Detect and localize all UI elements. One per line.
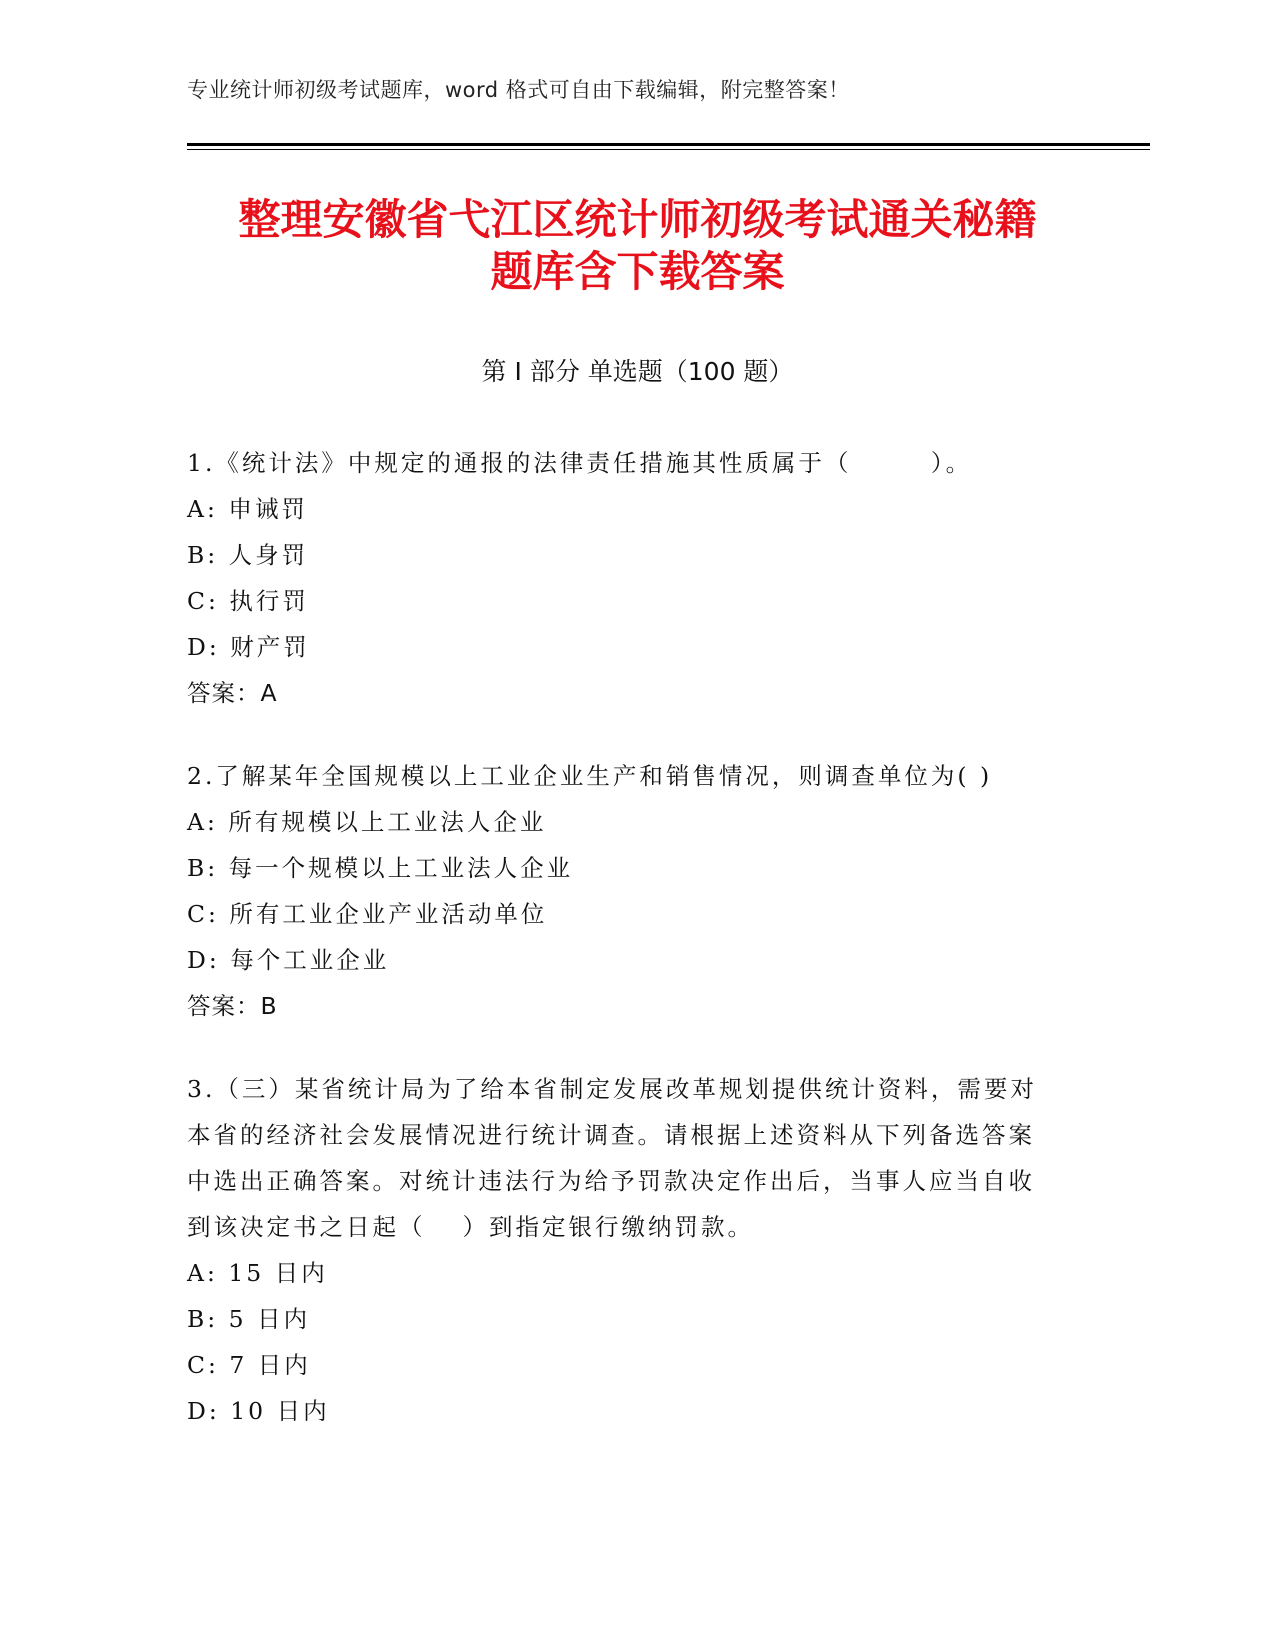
document-title xyxy=(150,194,1125,298)
option-c: C: 执行罚 xyxy=(187,587,309,615)
option-a: A: 15 日内 xyxy=(187,1259,328,1287)
header-rule-thin xyxy=(187,149,1150,150)
option-d: D: 财产罚 xyxy=(187,633,310,661)
option-a: A: 申诫罚 xyxy=(187,495,308,523)
answer-line: 答案：A xyxy=(187,679,278,707)
question-1 xyxy=(187,440,1057,716)
question-text: 2.了解某年全国规模以上工业企业生产和销售情况，则调查单位为( ) xyxy=(187,762,993,790)
option-d: D: 10 日内 xyxy=(187,1397,330,1425)
question-text: 3.（三）某省统计局为了给本省制定发展改革规划提供统计资料，需要对本省的经济社会发展情况进行统计调查。请根据上述资料从下列备选答案中选出正确答案。对统计违法行为给予罚款决定作出后，当事人应当自收到该决定书之日起（ ）到指定银行缴纳罚款。 xyxy=(187,1075,1037,1241)
document-title-line-2: 题库含下载答案 xyxy=(490,247,785,296)
option-b: B: 5 日内 xyxy=(187,1305,311,1333)
answer-line: 答案：B xyxy=(187,992,278,1020)
option-b: B: 每一个规模以上工业法人企业 xyxy=(187,854,574,882)
option-d: D: 每个工业企业 xyxy=(187,946,390,974)
section-heading: 第 I 部分 单选题（100 题） xyxy=(481,357,794,386)
option-a: A: 所有规模以上工业法人企业 xyxy=(187,808,547,836)
document-title-line-1: 整理安徽省弋江区统计师初级考试通关秘籍 xyxy=(238,195,1037,244)
option-c: C: 所有工业企业产业活动单位 xyxy=(187,900,548,928)
option-c: C: 7 日内 xyxy=(187,1351,311,1379)
question-list xyxy=(187,440,1057,1471)
question-text: 1.《统计法》中规定的通报的法律责任措施其性质属于（ ）。 xyxy=(187,449,973,477)
header-rule-thick xyxy=(187,143,1150,146)
option-b: B: 人身罚 xyxy=(187,541,309,569)
question-3 xyxy=(187,1066,1057,1434)
question-2 xyxy=(187,753,1057,1029)
header-note: 专业统计师初级考试题库，word 格式可自由下载编辑，附完整答案！ xyxy=(187,78,850,102)
